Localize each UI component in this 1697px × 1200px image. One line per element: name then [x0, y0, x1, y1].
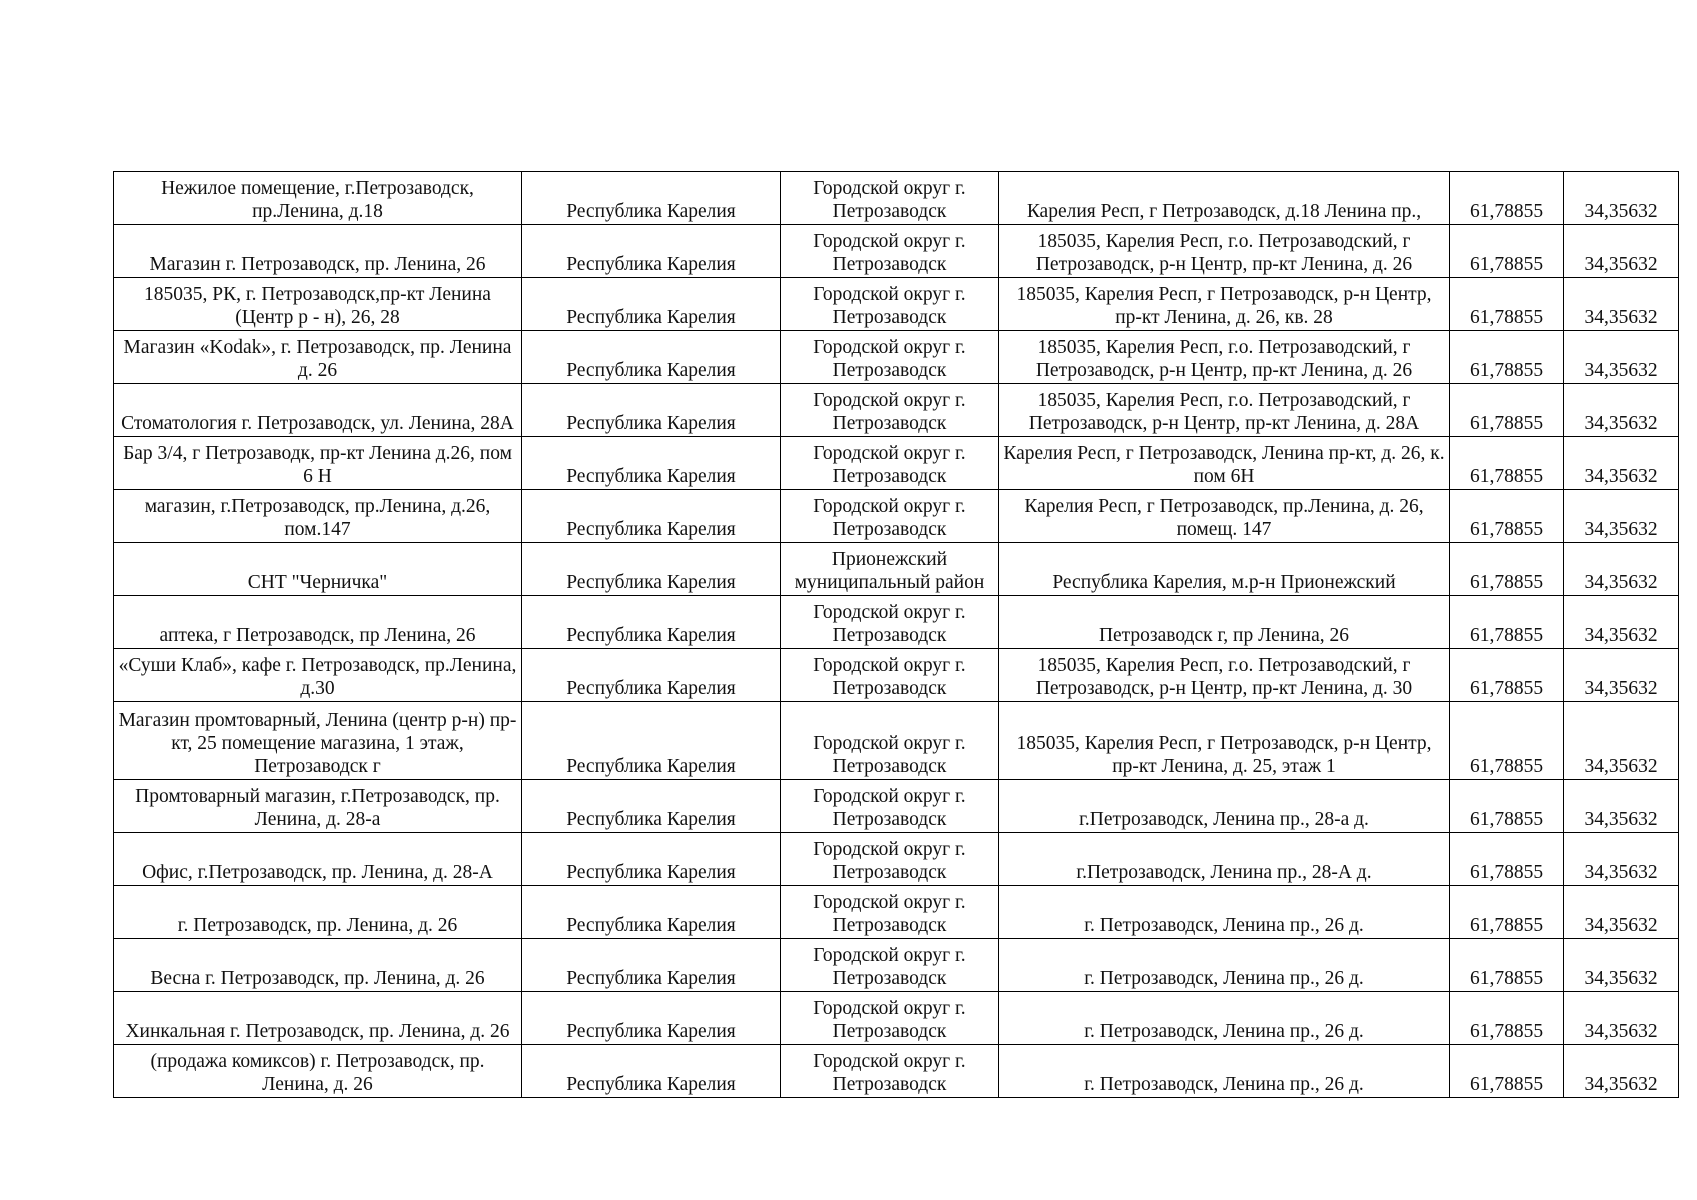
table-row — [114, 437, 1679, 490]
cell-name: Стоматология г. Петрозаводск, ул. Ленина, 28А — [114, 384, 522, 437]
cell-municipality: Городской округ г. Петрозаводск — [781, 437, 999, 490]
cell-region: Республика Карелия — [522, 833, 781, 886]
cell-longitude: 34,35632 — [1564, 649, 1679, 702]
cell-address: Республика Карелия, м.р-н Прионежский — [999, 543, 1450, 596]
cell-address: 185035, Карелия Респ, г.о. Петрозаводский, г Петрозаводск, р-н Центр, пр-кт Ленина, д. 30 — [999, 649, 1450, 702]
cell-name: Магазин «Kodak», г. Петрозаводск, пр. Ленина д. 26 — [114, 331, 522, 384]
cell-municipality: Городской округ г. Петрозаводск — [781, 331, 999, 384]
cell-latitude: 61,78855 — [1450, 384, 1564, 437]
cell-name: аптека, г Петрозаводск, пр Ленина, 26 — [114, 596, 522, 649]
cell-name: г. Петрозаводск, пр. Ленина, д. 26 — [114, 886, 522, 939]
cell-address: г. Петрозаводск, Ленина пр., 26 д. — [999, 886, 1450, 939]
cell-municipality: Городской округ г. Петрозаводск — [781, 1045, 999, 1098]
cell-municipality: Городской округ г. Петрозаводск — [781, 780, 999, 833]
cell-latitude: 61,78855 — [1450, 596, 1564, 649]
cell-longitude: 34,35632 — [1564, 702, 1679, 780]
table-row — [114, 278, 1679, 331]
cell-region: Республика Карелия — [522, 886, 781, 939]
table-row — [114, 939, 1679, 992]
cell-latitude: 61,78855 — [1450, 649, 1564, 702]
cell-name: Нежилое помещение, г.Петрозаводск, пр.Ленина, д.18 — [114, 172, 522, 225]
cell-longitude: 34,35632 — [1564, 886, 1679, 939]
cell-region: Республика Карелия — [522, 702, 781, 780]
cell-name: «Суши Клаб», кафе г. Петрозаводск, пр.Ленина, д.30 — [114, 649, 522, 702]
cell-name: Магазин промтоварный, Ленина (центр р-н) пр-кт, 25 помещение магазина, 1 этаж, Петрозаводск г — [114, 702, 522, 780]
cell-latitude: 61,78855 — [1450, 939, 1564, 992]
cell-address: 185035, Карелия Респ, г.о. Петрозаводский, г Петрозаводск, р-н Центр, пр-кт Ленина, д. 26 — [999, 225, 1450, 278]
cell-region: Республика Карелия — [522, 490, 781, 543]
cell-address: 185035, Карелия Респ, г.о. Петрозаводский, г Петрозаводск, р-н Центр, пр-кт Ленина, д. 26 — [999, 331, 1450, 384]
cell-longitude: 34,35632 — [1564, 225, 1679, 278]
cell-latitude: 61,78855 — [1450, 1045, 1564, 1098]
cell-name: Весна г. Петрозаводск, пр. Ленина, д. 26 — [114, 939, 522, 992]
cell-longitude: 34,35632 — [1564, 1045, 1679, 1098]
cell-region: Республика Карелия — [522, 225, 781, 278]
table-row — [114, 543, 1679, 596]
table-row — [114, 596, 1679, 649]
cell-address: 185035, Карелия Респ, г Петрозаводск, р-н Центр, пр-кт Ленина, д. 25, этаж 1 — [999, 702, 1450, 780]
cell-address: Петрозаводск г, пр Ленина, 26 — [999, 596, 1450, 649]
cell-latitude: 61,78855 — [1450, 437, 1564, 490]
cell-name: СНТ "Черничка" — [114, 543, 522, 596]
cell-region: Республика Карелия — [522, 437, 781, 490]
cell-name: Промтоварный магазин, г.Петрозаводск, пр. Ленина, д. 28-а — [114, 780, 522, 833]
cell-latitude: 61,78855 — [1450, 702, 1564, 780]
cell-address: г. Петрозаводск, Ленина пр., 26 д. — [999, 1045, 1450, 1098]
cell-name: Хинкальная г. Петрозаводск, пр. Ленина, д. 26 — [114, 992, 522, 1045]
cell-municipality: Городской округ г. Петрозаводск — [781, 596, 999, 649]
cell-name: Магазин г. Петрозаводск, пр. Ленина, 26 — [114, 225, 522, 278]
cell-longitude: 34,35632 — [1564, 596, 1679, 649]
table-row — [114, 886, 1679, 939]
cell-municipality: Городской округ г. Петрозаводск — [781, 649, 999, 702]
cell-latitude: 61,78855 — [1450, 780, 1564, 833]
cell-longitude: 34,35632 — [1564, 939, 1679, 992]
cell-municipality: Городской округ г. Петрозаводск — [781, 172, 999, 225]
cell-latitude: 61,78855 — [1450, 992, 1564, 1045]
cell-municipality: Городской округ г. Петрозаводск — [781, 833, 999, 886]
cell-longitude: 34,35632 — [1564, 543, 1679, 596]
cell-longitude: 34,35632 — [1564, 992, 1679, 1045]
cell-longitude: 34,35632 — [1564, 331, 1679, 384]
cell-municipality: Прионежский муниципальный район — [781, 543, 999, 596]
cell-latitude: 61,78855 — [1450, 833, 1564, 886]
cell-longitude: 34,35632 — [1564, 780, 1679, 833]
cell-region: Республика Карелия — [522, 172, 781, 225]
cell-municipality: Городской округ г. Петрозаводск — [781, 939, 999, 992]
table-row — [114, 649, 1679, 702]
cell-address: г.Петрозаводск, Ленина пр., 28-А д. — [999, 833, 1450, 886]
table-row — [114, 702, 1679, 780]
table-row — [114, 331, 1679, 384]
cell-name: (продажа комиксов) г. Петрозаводск, пр. Ленина, д. 26 — [114, 1045, 522, 1098]
cell-address: г.Петрозаводск, Ленина пр., 28-а д. — [999, 780, 1450, 833]
cell-latitude: 61,78855 — [1450, 172, 1564, 225]
cell-longitude: 34,35632 — [1564, 833, 1679, 886]
cell-address: г. Петрозаводск, Ленина пр., 26 д. — [999, 939, 1450, 992]
cell-latitude: 61,78855 — [1450, 225, 1564, 278]
cell-address: Карелия Респ, г Петрозаводск, пр.Ленина, д. 26, помещ. 147 — [999, 490, 1450, 543]
cell-longitude: 34,35632 — [1564, 437, 1679, 490]
table-row — [114, 384, 1679, 437]
cell-municipality: Городской округ г. Петрозаводск — [781, 702, 999, 780]
cell-region: Республика Карелия — [522, 1045, 781, 1098]
cell-municipality: Городской округ г. Петрозаводск — [781, 278, 999, 331]
cell-name: магазин, г.Петрозаводск, пр.Ленина, д.26, пом.147 — [114, 490, 522, 543]
cell-name: Бар 3/4, г Петрозаводк, пр-кт Ленина д.26, пом 6 Н — [114, 437, 522, 490]
cell-region: Республика Карелия — [522, 780, 781, 833]
cell-region: Республика Карелия — [522, 331, 781, 384]
cell-latitude: 61,78855 — [1450, 886, 1564, 939]
cell-region: Республика Карелия — [522, 596, 781, 649]
cell-municipality: Городской округ г. Петрозаводск — [781, 384, 999, 437]
table-row — [114, 172, 1679, 225]
cell-longitude: 34,35632 — [1564, 384, 1679, 437]
table-row — [114, 992, 1679, 1045]
cell-address: Карелия Респ, г Петрозаводск, Ленина пр-кт, д. 26, к. пом 6Н — [999, 437, 1450, 490]
cell-name: Офис, г.Петрозаводск, пр. Ленина, д. 28-А — [114, 833, 522, 886]
cell-latitude: 61,78855 — [1450, 543, 1564, 596]
cell-address: г. Петрозаводск, Ленина пр., 26 д. — [999, 992, 1450, 1045]
table-row — [114, 1045, 1679, 1098]
cell-region: Республика Карелия — [522, 939, 781, 992]
cell-longitude: 34,35632 — [1564, 172, 1679, 225]
cell-latitude: 61,78855 — [1450, 278, 1564, 331]
table-body — [114, 172, 1679, 1098]
cell-latitude: 61,78855 — [1450, 331, 1564, 384]
cell-address: 185035, Карелия Респ, г.о. Петрозаводский, г Петрозаводск, р-н Центр, пр-кт Ленина, д. 28А — [999, 384, 1450, 437]
cell-municipality: Городской округ г. Петрозаводск — [781, 490, 999, 543]
objects-table — [113, 171, 1679, 1098]
table-row — [114, 833, 1679, 886]
cell-region: Республика Карелия — [522, 543, 781, 596]
cell-municipality: Городской округ г. Петрозаводск — [781, 992, 999, 1045]
cell-latitude: 61,78855 — [1450, 490, 1564, 543]
cell-name: 185035, РК, г. Петрозаводск,пр-кт Ленина (Центр р - н), 26, 28 — [114, 278, 522, 331]
cell-region: Республика Карелия — [522, 649, 781, 702]
table-row — [114, 225, 1679, 278]
table-row — [114, 490, 1679, 543]
cell-longitude: 34,35632 — [1564, 278, 1679, 331]
cell-region: Республика Карелия — [522, 384, 781, 437]
cell-address: Карелия Респ, г Петрозаводск, д.18 Ленина пр., — [999, 172, 1450, 225]
cell-address: 185035, Карелия Респ, г Петрозаводск, р-н Центр, пр-кт Ленина, д. 26, кв. 28 — [999, 278, 1450, 331]
cell-region: Республика Карелия — [522, 278, 781, 331]
cell-region: Республика Карелия — [522, 992, 781, 1045]
cell-longitude: 34,35632 — [1564, 490, 1679, 543]
table-row — [114, 780, 1679, 833]
cell-municipality: Городской округ г. Петрозаводск — [781, 225, 999, 278]
cell-municipality: Городской округ г. Петрозаводск — [781, 886, 999, 939]
